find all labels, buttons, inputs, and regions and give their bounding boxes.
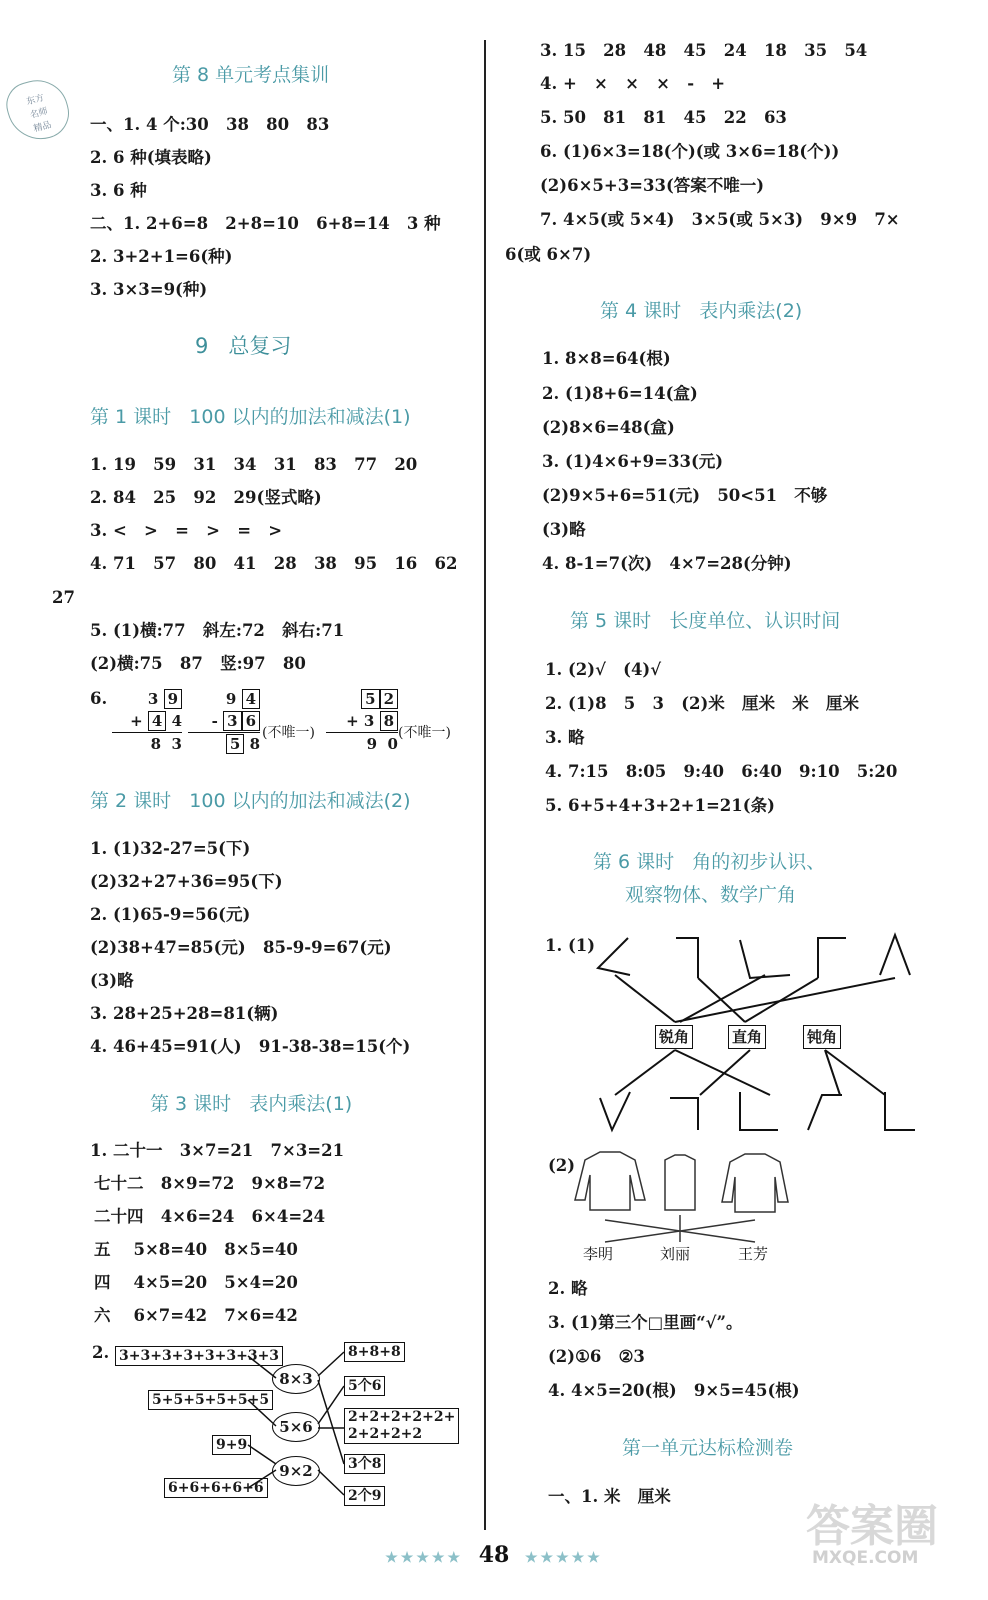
answer-line: (2)38+47=85(元) 85-9-9=67(元) [90,938,392,957]
sum-box: 8+8+8 [344,1342,405,1362]
count-box: 2个9 [344,1486,385,1506]
answer-line: 4. 4×5=20(根) 9×5=45(根) [548,1381,800,1400]
heading-lesson3: 第 3 课时 表内乘法(1) [150,1093,353,1115]
answer-line: 4. + × × × - + [540,74,726,93]
answer-line: 4. 7:15 8:05 9:40 6:40 9:10 5:20 [545,762,898,781]
answer-line: 3. (1)4×6+9=33(元) [542,452,724,471]
vertical-problem-2: 9 4 - 3 6 5 8 [188,688,260,755]
heading-lesson6-line2: 观察物体、数学广角 [625,884,797,906]
angle-label-acute: 锐角 [655,1025,693,1049]
addition-box: 9+9 [212,1435,251,1455]
answer-line: 5. 6+5+4+3+2+1=21(条) [545,796,775,815]
person-name: 李明 [583,1245,614,1263]
answer-line: 3. 略 [545,728,585,747]
answer-line: 二、1. 2+6=8 2+8=10 6+8=14 3 种 [90,214,441,233]
heading-unit8: 第 8 单元考点集训 [172,64,330,86]
heading-lesson2: 第 2 课时 100 以内的加法和减法(2) [90,790,411,812]
answer-line: 4. 46+45=91(人) 91-38-38=15(个) [90,1037,411,1056]
answer-line: (2)8×6=48(盒) [542,418,675,437]
answer-line: 1. 8×8=64(根) [542,349,671,368]
answer-line: 4. 71 57 80 41 28 38 95 16 62 [90,554,458,573]
answer-line: 二十四 4×6=24 6×4=24 [94,1207,326,1226]
answer-line: (3)略 [90,971,134,990]
jacket-side-icon [665,1155,695,1210]
heading-lesson4: 第 4 课时 表内乘法(2) [600,300,803,322]
answer-line: 1. 二十一 3×7=21 7×3=21 [90,1141,345,1160]
heading-lesson1: 第 1 课时 100 以内的加法和减法(1) [90,406,411,428]
angle-label-right: 直角 [728,1025,766,1049]
answer-line: 3. < > = > = > [90,521,283,540]
answer-line: 3. 6 种 [90,181,147,200]
answer-line: 2. (1)65-9=56(元) [90,905,251,924]
heading-lesson5: 第 5 课时 长度单位、认识时间 [570,610,841,632]
answer-line: 6(或 6×7) [505,245,592,264]
answer-line: 1. (2)√ (4)√ [545,660,662,679]
stars-right: ★★★★★ [524,1550,603,1566]
answer-line: 一、1. 米 厘米 [548,1487,671,1506]
answer-line: 四 4×5=20 5×4=20 [94,1273,298,1292]
person-name: 王芳 [738,1245,769,1263]
answer-line: 一、1. 4 个:30 38 80 83 [90,115,330,134]
answer-line: 七十二 8×9=72 9×8=72 [94,1174,326,1193]
answer-line: 5. 50 81 81 45 22 63 [540,108,787,127]
answer-line: 1. 19 59 31 34 31 83 77 20 [90,455,418,474]
answer-line: 3. 28+25+28=81(辆) [90,1004,279,1023]
answer-line: 5. (1)横:77 斜左:72 斜右:71 [90,621,345,640]
answer-line: (2)6×5+3=33(答案不唯一) [540,176,765,195]
heading-lesson6-line1: 第 6 课时 角的初步认识、 [593,851,826,873]
sweater-icon [722,1154,788,1212]
stamp-logo: 东方 名师 精品 [1,73,74,146]
note: (不唯一) [262,725,315,741]
answer-line: 2. 3+2+1=6(种) [90,247,233,266]
answer-line: 2. 6 种(填表略) [90,148,212,167]
count-box: 3个8 [344,1454,385,1474]
count-box: 5个6 [344,1376,385,1396]
answer-line: 1. (1)32-27=5(下) [90,839,251,858]
addition-box: 5+5+5+5+5+5 [148,1390,273,1410]
note: (不唯一) [398,725,451,741]
answer-line: 六 6×7=42 7×6=42 [94,1306,298,1325]
question-label: 2. [92,1343,110,1362]
shirt-icon [575,1152,645,1210]
addition-box: 3+3+3+3+3+3+3+3 [115,1346,283,1366]
answer-line: 2. 84 25 92 29(竖式略) [90,488,322,507]
stars-left: ★★★★★ [385,1550,464,1566]
product-oval: 5×6 [272,1412,320,1442]
answer-line: 2. (1)8 5 3 (2)米 厘米 米 厘米 [545,694,859,713]
answer-line: (3)略 [542,520,586,539]
answer-line: 3. 15 28 48 45 24 18 35 54 [540,41,868,60]
addition-box: 6+6+6+6+6 [164,1478,268,1498]
watermark-logo: 答案圈 [806,1501,938,1552]
vertical-problem-3: 5 2 + 3 8 9 0 [326,688,398,755]
answer-line: 2. (1)8+6=14(盒) [542,384,698,403]
answer-line: 4. 8-1=7(次) 4×7=28(分钟) [542,554,792,573]
answer-line: 五 5×8=40 8×5=40 [94,1240,298,1259]
answer-line: (2)①6 ②3 [548,1347,645,1366]
person-name: 刘丽 [660,1245,691,1263]
heading-review: 9 总复习 [195,334,292,358]
angle-label-obtuse: 钝角 [803,1025,841,1049]
answer-line: 3. 3×3=9(种) [90,280,208,299]
question-label: (2) [548,1156,576,1175]
answer-line: 2. 略 [548,1279,588,1298]
answer-line: (2)横:75 87 竖:97 80 [90,654,306,673]
answer-line: 7. 4×5(或 5×4) 3×5(或 5×3) 9×9 7× [540,210,900,229]
question-label: 1. (1) [545,936,596,955]
heading-unit-test: 第一单元达标检测卷 [622,1437,794,1459]
answer-line: 3. (1)第三个□里画“√”。 [548,1313,743,1332]
answer-line: (2)9×5+6=51(元) 50<51 不够 [542,486,828,505]
answer-line: (2)32+27+36=95(下) [90,872,283,891]
answer-line: 27 [52,588,75,607]
sum-box: 2+2+2+2+2+ 2+2+2+2 [344,1408,459,1444]
product-oval: 8×3 [272,1364,320,1394]
question-label: 6. [90,689,108,708]
vertical-problem-1: 3 9 + 4 4 8 3 [112,688,182,755]
page-number: 48 [478,1542,510,1568]
watermark-url: MXQE.COM [812,1548,919,1568]
answer-line: 6. (1)6×3=18(个)(或 3×6=18(个)) [540,142,840,161]
product-oval: 9×2 [272,1456,320,1486]
